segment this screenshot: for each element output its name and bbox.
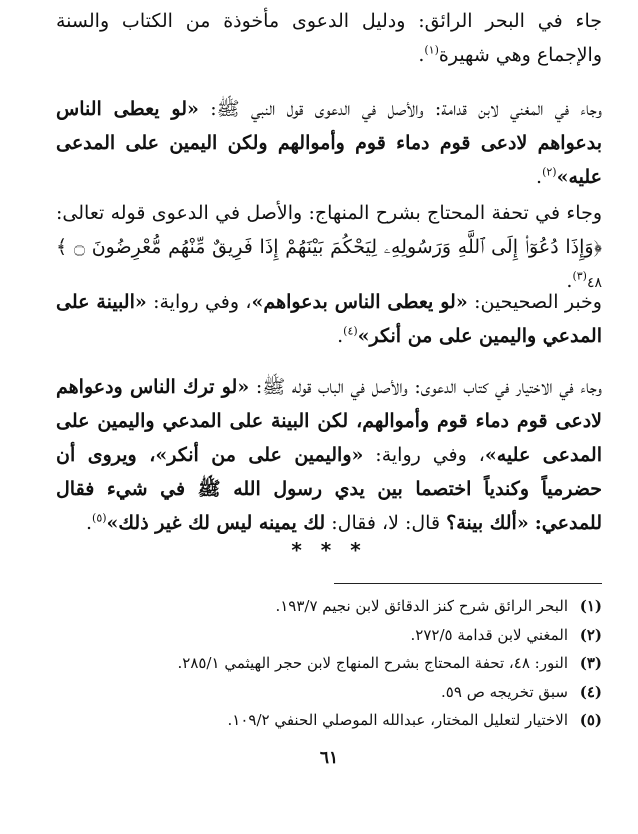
footnote-ref: (٤) [343,324,358,338]
paragraph-end: . [566,270,573,292]
footnote-number: (٥) [579,711,602,729]
paragraph-text-middle: ، وفي رواية: [375,444,485,466]
footnote-item [56,649,602,678]
hadith-quote: «ألك بينة؟ [446,512,529,534]
hadith-quote: «لو يعطى الناس بدعواهم لادعى قوم دماء قوم وأموالهم ولكن اليمين على المدعى عليه» [56,98,602,188]
paragraph-text-middle: قال: لا، فقال: [331,512,441,534]
footnote-number: (٤) [579,682,602,701]
footnote-ref: (٥) [92,511,107,525]
footnote-text: النور: ٤٨، تحفة المحتاج بشرح المنهاج لابن حجر الهيثمي ٢٨٥/١. [177,654,568,672]
quran-verse: ﴿وَإِذَا دُعُوٓا۟ إِلَى ٱللَّهِ وَرَسُولِهِۦ لِيَحْكُمَ بَيْنَهُمْ إِذَا فَرِيقٌ مِّنْهُم مُّعْرِضُونَ ۝ ﴾ [56,236,602,258]
footnote-item [56,621,602,650]
footnote-ref: (١) [424,43,439,57]
footnote-ref: (٢) [542,165,557,179]
footnote-text: سبق تخريجه ص ٥٩. [441,682,568,701]
paragraph-text: جاء في البحر الرائق: ودليل الدعوى مأخوذة من الكتاب والسنة والإجماع وهي شهيرة [56,10,602,66]
paragraph-end: . [337,325,344,347]
footnotes [56,592,602,735]
paragraph-text: وجاء في تحفة المحتاج بشرح المنهاج: والأصل في الدعوى قوله تعالى: [56,202,602,224]
footnote-item [56,706,602,735]
paragraph-bahr-raiq [56,4,602,72]
footnote-item [56,592,602,621]
paragraph-text: وخبر الصحيحين: [474,291,602,313]
paragraph-end: . [85,512,93,534]
footnote-number: (١) [579,597,602,615]
footnote-text: المغني لابن قدامة ٢٧٢/٥. [410,625,568,644]
hadith-quote: «لو ترك الناس ودعواهم لادعى قوم دماء قوم وأموالهم، لكن البينة على المدعي واليمين على المدعى عليه» [56,376,602,466]
ayah-number: ٤٨ [586,275,602,291]
section-separator: * * * [291,538,367,562]
footnote-divider [334,583,602,584]
footnote-text: البحر الرائق شرح كنز الدقائق لابن نجيم ١٩٣/٧. [275,597,568,615]
footnote-text: الاختيار لتعليل المختار، عبدالله الموصلي الحنفي ١٠٩/٢. [227,711,568,729]
hadith-quote: لك يمينه ليس لك غير ذلك» [106,512,326,534]
paragraph-end: . [418,44,425,66]
paragraph-ikhtiyar [56,370,602,540]
footnote-item [56,678,602,707]
book-page [56,0,602,834]
paragraph-text-middle: ، ويروى أن حضرمياً وكندياً اختصما بين يدي رسول الله ﷺ في شيء فقال للمدعي: [56,444,602,534]
paragraph-mughni [56,92,602,194]
paragraph-text: وجاء في الاختيار في كتاب الدعوى: والأصل في الباب قوله ﷺ: [255,376,602,398]
paragraph-end: . [536,166,543,188]
hadith-quote: «البينة على المدعي واليمين على من أنكر» [56,291,602,347]
footnote-number: (٢) [579,625,602,644]
hadith-quote: «لو يعطى الناس بدعواهم» [251,291,468,313]
page-number: ٦١ [319,748,339,768]
hadith-quote: «واليمين على من أنكر» [155,444,364,466]
paragraph-sahihain [56,285,602,353]
footnote-ref: (٣) [572,269,587,283]
paragraph-text-middle: ، وفي رواية: [153,291,252,313]
footnote-number: (٣) [579,654,602,672]
paragraph-text: وجاء في المغني لابن قدامة: والأصل في الدعوى قول النبي ﷺ: [210,98,602,120]
